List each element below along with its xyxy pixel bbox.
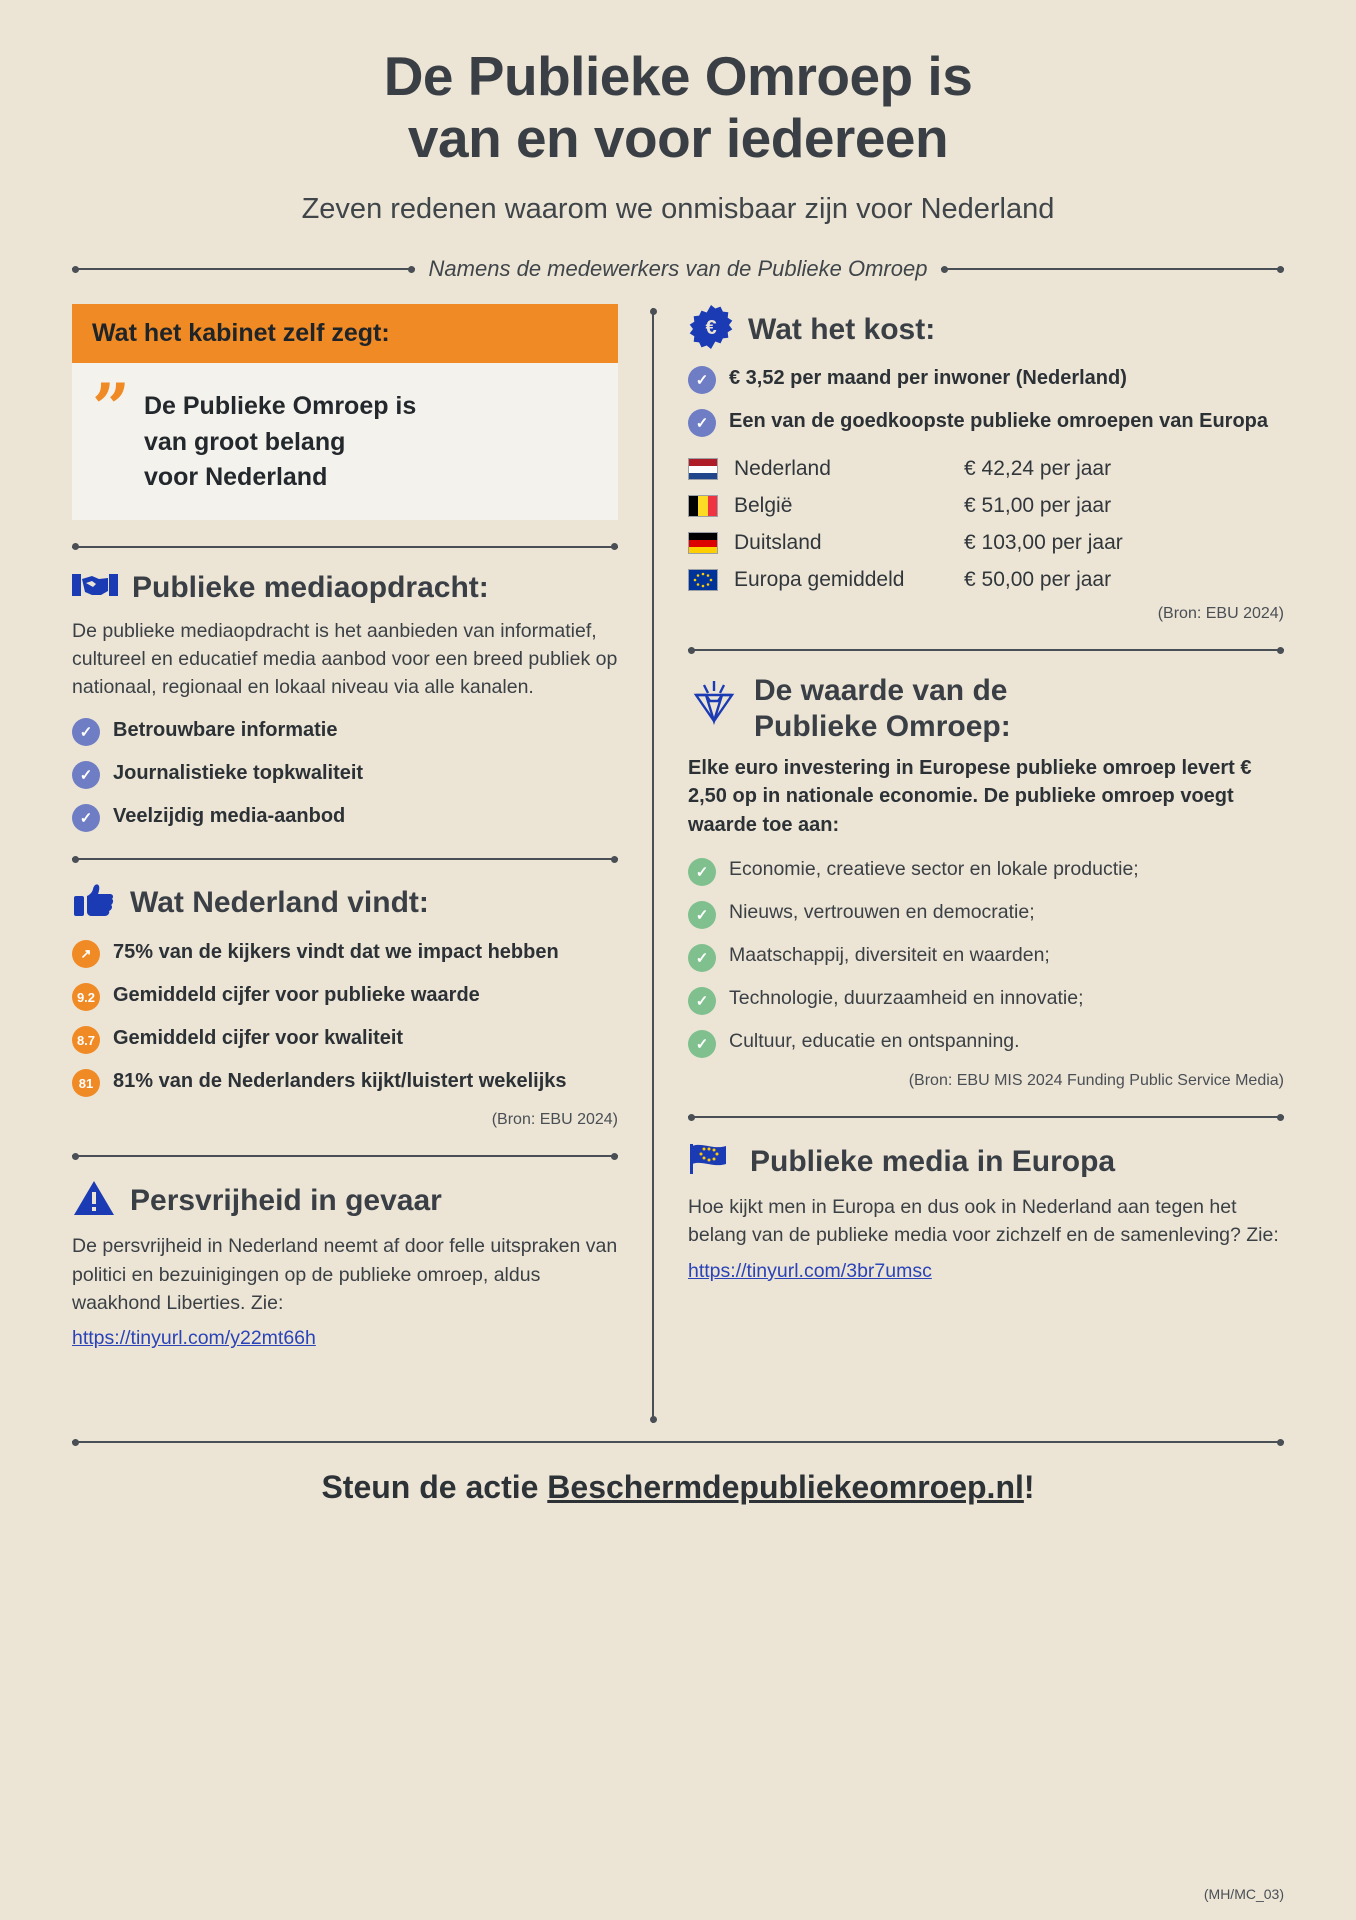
list-item bbox=[688, 900, 1284, 929]
waarde-source: (Bron: EBU MIS 2024 Funding Public Service Media) bbox=[908, 1072, 1284, 1090]
country-name: Nederland bbox=[734, 457, 831, 481]
flag-germany-icon bbox=[688, 532, 718, 554]
list-item bbox=[72, 717, 618, 746]
list-item-label: Betrouwbare informatie bbox=[113, 719, 338, 742]
europa-link[interactable]: https://tinyurl.com/3br7umsc bbox=[688, 1259, 932, 1282]
quote-mark-icon: ” bbox=[92, 369, 130, 448]
country-name: België bbox=[734, 494, 793, 518]
footer-cta-suffix: ! bbox=[1023, 1469, 1035, 1506]
score-badge: 81 bbox=[72, 1069, 100, 1097]
waarde-list bbox=[688, 857, 1284, 1058]
persvrijheid-link[interactable]: https://tinyurl.com/y22mt66h bbox=[72, 1327, 316, 1350]
divider-5 bbox=[688, 1116, 1284, 1118]
list-item-label: Cultuur, educatie en ontspanning. bbox=[729, 1030, 1020, 1053]
list-item bbox=[72, 939, 618, 968]
check-icon: ✓ bbox=[72, 761, 100, 789]
persvrijheid-header bbox=[72, 1179, 618, 1222]
svg-text:€: € bbox=[705, 317, 717, 340]
content-columns bbox=[72, 304, 1284, 1423]
country-name: Duitsland bbox=[734, 531, 822, 555]
list-item-label: Nieuws, vertrouwen en democratie; bbox=[729, 901, 1035, 924]
list-item-label: Gemiddeld cijfer voor publieke waarde bbox=[113, 984, 480, 1007]
mediaopdracht-list bbox=[72, 717, 618, 832]
check-icon: ✓ bbox=[688, 901, 716, 929]
list-item bbox=[688, 408, 1284, 437]
list-item-label: Gemiddeld cijfer voor kwaliteit bbox=[113, 1027, 404, 1050]
byline-text: Namens de medewerkers van de Publieke Omroep bbox=[428, 256, 928, 282]
score-badge: 9.2 bbox=[72, 983, 100, 1011]
flag-belgium-icon bbox=[688, 495, 718, 517]
list-item-label: Maatschappij, diversiteit en waarden; bbox=[729, 944, 1050, 967]
kabinet-quote-card bbox=[72, 304, 618, 520]
kabinet-quote-heading: Wat het kabinet zelf zegt: bbox=[72, 304, 618, 363]
quote-line-2: van groot belang bbox=[143, 427, 346, 456]
check-icon: ✓ bbox=[688, 1030, 716, 1058]
waarde-title-line-1: De waarde van de bbox=[754, 674, 1008, 708]
right-column bbox=[654, 304, 1284, 1423]
page-title bbox=[72, 46, 1284, 169]
list-item-label: Economie, creatieve sector en lokale productie; bbox=[729, 858, 1139, 881]
list-item bbox=[72, 760, 618, 789]
kosten-header bbox=[688, 304, 1284, 355]
nederland-vindt-source: (Bron: EBU 2024) bbox=[491, 1111, 618, 1129]
list-item bbox=[688, 1029, 1284, 1058]
thumbs-up-icon bbox=[72, 882, 116, 923]
footer-cta-prefix: Steun de actie bbox=[321, 1469, 548, 1506]
quote-line-1: De Publieke Omroep is bbox=[143, 392, 417, 421]
kosten-country-table bbox=[688, 457, 1284, 592]
check-icon: ✓ bbox=[688, 366, 716, 394]
europa-body: Hoe kijkt men in Europa en dus ook in Nederland aan tegen het belang van de publieke media voor zichzelf en de samenleving? Zie: bbox=[688, 1196, 1279, 1247]
kosten-list bbox=[688, 365, 1284, 437]
kosten-title: Wat het kost: bbox=[748, 312, 936, 346]
list-item-label: 81% van de Nederlanders kijkt/luistert wekelijks bbox=[113, 1070, 567, 1093]
list-item-label: Technologie, duurzaamheid en innovatie; bbox=[729, 987, 1084, 1010]
list-item bbox=[688, 986, 1284, 1015]
list-item bbox=[72, 1068, 618, 1097]
waarde-title bbox=[754, 673, 1011, 744]
check-icon: ✓ bbox=[688, 944, 716, 972]
check-icon: ✓ bbox=[688, 858, 716, 886]
waarde-header bbox=[688, 673, 1284, 744]
country-cost: € 42,24 per jaar bbox=[964, 457, 1112, 481]
list-item bbox=[688, 857, 1284, 886]
country-cost: € 51,00 per jaar bbox=[964, 494, 1112, 518]
nederland-vindt-title: Wat Nederland vindt: bbox=[130, 885, 429, 919]
check-icon: ✓ bbox=[688, 409, 716, 437]
footer-divider bbox=[72, 1441, 1284, 1443]
nederland-vindt-header bbox=[72, 882, 618, 923]
persvrijheid-title: Persvrijheid in gevaar bbox=[130, 1183, 442, 1217]
list-item-label: 75% van de kijkers vindt dat we impact hebben bbox=[113, 941, 559, 964]
check-icon: ✓ bbox=[688, 987, 716, 1015]
country-name: Europa gemiddeld bbox=[734, 568, 905, 592]
score-badge: 8.7 bbox=[72, 1026, 100, 1054]
europa-header bbox=[688, 1140, 1284, 1183]
list-item-label: Een van de goedkoopste publieke omroepen van Europa bbox=[729, 410, 1269, 433]
persvrijheid-body: De persvrijheid in Nederland neemt af door felle uitspraken van politici en bezuinigingen op de publieke omroep, aldus waakhond Liberties. Zie: bbox=[72, 1235, 618, 1315]
byline-rule-right bbox=[941, 268, 1284, 270]
diamond-icon bbox=[688, 677, 740, 730]
title-line-2: van en voor iedereen bbox=[407, 106, 949, 169]
list-item-label: Veelzijdig media-aanbod bbox=[113, 805, 346, 828]
title-line-1: De Publieke Omroep is bbox=[383, 45, 973, 107]
check-icon: ✓ bbox=[72, 804, 100, 832]
table-row bbox=[688, 531, 1284, 555]
footer-cta-link[interactable]: Beschermdepubliekeomroep.nl bbox=[547, 1469, 1024, 1506]
country-cost: € 50,00 per jaar bbox=[964, 568, 1112, 592]
arrow-up-right-icon: ↗ bbox=[72, 940, 100, 968]
table-row bbox=[688, 494, 1284, 518]
list-item bbox=[688, 943, 1284, 972]
list-item bbox=[72, 982, 618, 1011]
quote-line-3: voor Nederland bbox=[143, 463, 328, 492]
list-item bbox=[688, 365, 1284, 394]
list-item-label: Journalistieke topkwaliteit bbox=[113, 762, 364, 785]
warning-icon bbox=[72, 1179, 116, 1222]
euro-badge-icon bbox=[688, 304, 734, 355]
byline-row bbox=[72, 256, 1284, 282]
mediaopdracht-body: De publieke mediaopdracht is het aanbieden van informatief, cultureel en educatief media aanbod voor een breed publiek op nationaal, regionaal en lokaal niveau via alle kanalen. bbox=[72, 619, 618, 699]
waarde-title-line-2: Publieke Omroep: bbox=[754, 709, 1011, 743]
list-item bbox=[72, 803, 618, 832]
footer-call-to-action bbox=[72, 1469, 1284, 1506]
kabinet-quote-body bbox=[72, 363, 618, 520]
footer-code: (MH/MC_03) bbox=[1203, 1886, 1284, 1902]
divider-4 bbox=[688, 649, 1284, 651]
check-icon: ✓ bbox=[72, 718, 100, 746]
nederland-vindt-list bbox=[72, 939, 618, 1097]
mediaopdracht-header bbox=[72, 570, 618, 607]
divider-1 bbox=[72, 546, 618, 548]
list-item bbox=[72, 1025, 618, 1054]
table-row bbox=[688, 568, 1284, 592]
kabinet-quote-text bbox=[144, 383, 416, 496]
waarde-lead: Elke euro investering in Europese publieke omroep levert € 2,50 op in nationale economie. De publieke omroep voegt waarde toe aan: bbox=[688, 756, 1252, 836]
divider-2 bbox=[72, 858, 618, 860]
divider-3 bbox=[72, 1155, 618, 1157]
flag-europe-icon bbox=[688, 569, 718, 591]
byline-rule-left bbox=[72, 268, 415, 270]
kosten-source: (Bron: EBU 2024) bbox=[1157, 605, 1284, 623]
table-row bbox=[688, 457, 1284, 481]
list-item-label: € 3,52 per maand per inwoner (Nederland) bbox=[729, 367, 1127, 390]
left-column bbox=[72, 304, 652, 1423]
flag-netherlands-icon bbox=[688, 458, 718, 480]
country-cost: € 103,00 per jaar bbox=[964, 531, 1123, 555]
mediaopdracht-title: Publieke mediaopdracht: bbox=[132, 571, 489, 605]
europa-title: Publieke media in Europa bbox=[750, 1144, 1116, 1178]
column-divider bbox=[652, 308, 654, 1423]
page-subtitle: Zeven redenen waarom we onmisbaar zijn voor Nederland bbox=[301, 193, 1055, 226]
handshake-icon bbox=[72, 570, 118, 607]
eu-flag-icon bbox=[688, 1140, 736, 1183]
